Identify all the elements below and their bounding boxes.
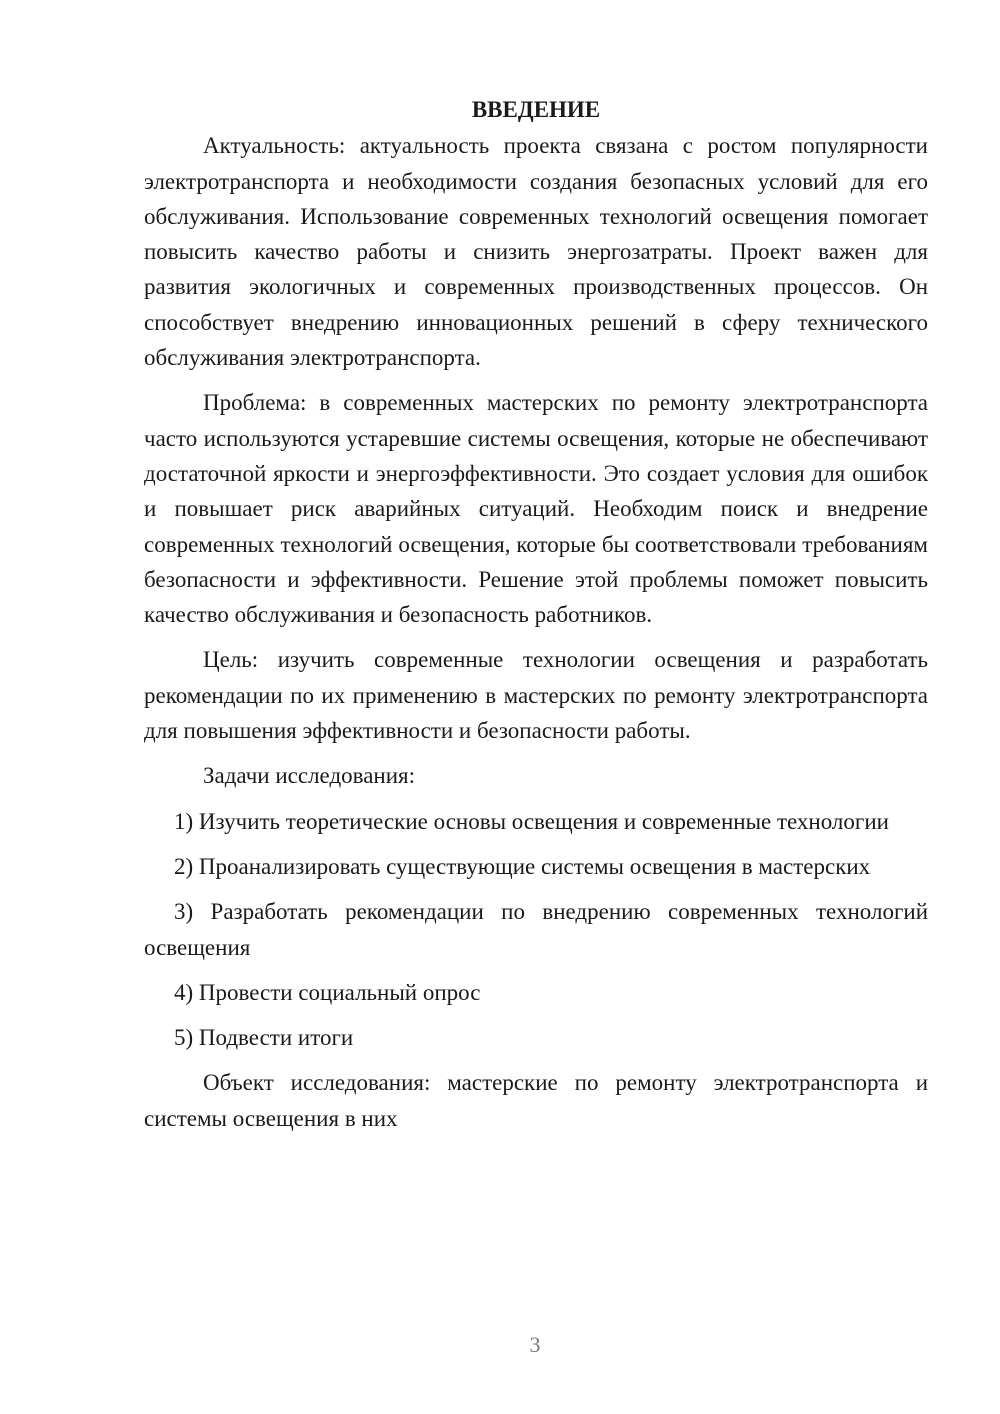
page-number: 3 [529, 1332, 541, 1357]
task-item: 5) Подвести итоги [174, 1025, 354, 1051]
relevance-paragraph: Актуальность: актуальность проекта связана с ростом популярности электротранспорта и необходимости создания безопасных условий для его обслуживания. Использование современных технологий освещения помогает повысить качество работы и снизить энергозатраты. Проект важен для развития экологичных и современных производственных процессов. Он способствует внедрению инновационных решений в сферу технического обслуживания электротранспорта. [144, 133, 928, 371]
task-item: 3) Разработать рекомендации по внедрению современных технологий освещения [144, 899, 928, 960]
page-content [144, 92, 928, 1146]
section-title: ВВЕДЕНИЕ [471, 97, 601, 122]
task-item: 4) Провести социальный опрос [174, 979, 481, 1005]
problem-paragraph: Проблема: в современных мастерских по ремонту электротранспорта часто используются устаревшие системы освещения, которые не обеспечивают достаточной яркости и энергоэффективности. Это создает условия для ошибок и повышает риск аварийных ситуаций. Необходим поиск и внедрение современных технологий освещения, которые бы соответствовали требованиям безопасности и эффективности. Решение этой проблемы поможет повысить качество обслуживания и безопасность работников. [144, 390, 928, 628]
goal-paragraph: Цель: изучить современные технологии освещения и разработать рекомендации по их применению в мастерских по ремонту электротранспорта для повышения эффективности и безопасности работы. [144, 647, 928, 744]
task-item: 2) Проанализировать существующие системы освещения в мастерских [174, 853, 871, 879]
tasks-heading: Задачи исследования: [203, 763, 416, 789]
task-item: 1) Изучить теоретические основы освещения и современные технологии [174, 808, 889, 834]
object-paragraph: Объект исследования: мастерские по ремонту электротранспорта и системы освещения в них [144, 1070, 928, 1131]
